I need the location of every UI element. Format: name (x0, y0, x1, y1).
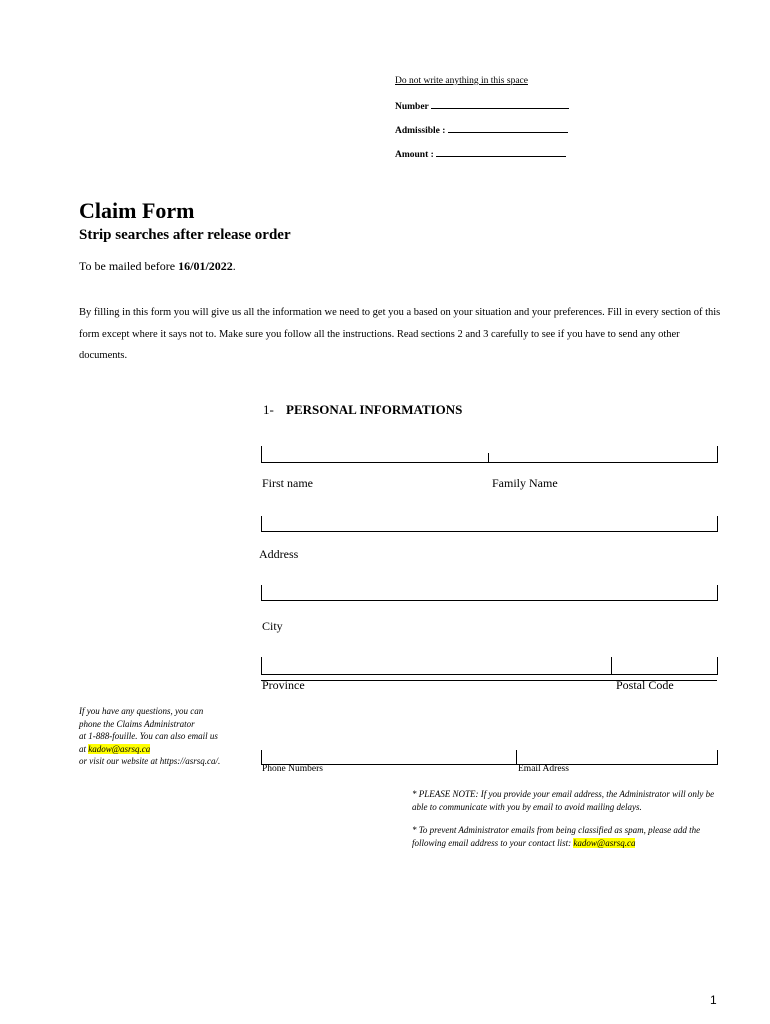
address-field[interactable] (261, 516, 717, 532)
first-name-field[interactable] (261, 446, 262, 463)
city-label: City (262, 619, 283, 633)
province-field[interactable] (261, 657, 262, 675)
address-field-start (261, 516, 262, 532)
office-admissible-label: Admissible : (395, 126, 446, 136)
postal-code-field[interactable] (611, 657, 612, 675)
office-number-blank (431, 100, 569, 109)
family-name-label: Family Name (492, 476, 558, 490)
mail-before-suffix: . (232, 259, 236, 273)
section-title: PERSONAL INFORMATIONS (286, 402, 463, 417)
side-note-line: or visit our website at https://asrsq.ca/. (79, 756, 221, 766)
city-field-end (717, 585, 718, 601)
section-number: 1- (263, 402, 274, 417)
email-address-field[interactable] (516, 750, 517, 765)
office-admissible-line (395, 124, 568, 136)
first-name-label: First name (262, 476, 313, 490)
intro-paragraph: By filling in this form you will give us all the information we need to get you a based on your situation and your preferences. Fill in every section of this form except where it says not to. Make sure you follow all the instructions. Read sections 2 and 3 carefully to see if you have to send any other documents. (79, 307, 721, 361)
office-number-label: Number (395, 102, 429, 112)
name-field-end (717, 446, 718, 463)
office-amount-blank (436, 148, 566, 157)
office-amount-label: Amount : (395, 150, 434, 160)
postal-field-end (717, 657, 718, 675)
office-amount-line (395, 148, 566, 160)
office-number-line (395, 100, 569, 112)
side-note-line: at 1-888-fouille. You can also email us (79, 731, 218, 741)
email-field-end (717, 750, 718, 765)
side-note-line: phone the Claims Administrator (79, 718, 195, 729)
mail-before-date: 16/01/2022 (178, 259, 233, 273)
family-name-field[interactable] (488, 453, 489, 463)
page-title: Claim Form (79, 198, 195, 223)
contact-side-note (79, 705, 249, 768)
province-label: Province (262, 678, 305, 692)
province-postal-field-line (261, 657, 717, 675)
email-note: * PLEASE NOTE: If you provide your email address, the Administrator will only be able to communicate with you by email to avoid mailing delays. (412, 789, 715, 812)
office-use-heading: Do not write anything in this space (395, 76, 528, 86)
mail-before-text (79, 259, 236, 274)
city-field[interactable] (261, 585, 717, 601)
city-field-start (261, 585, 262, 601)
side-note-line (79, 743, 249, 756)
spam-note-email-link[interactable]: kadow@asrsq.ca (573, 838, 636, 848)
side-note-email-link[interactable]: kadow@asrsq.ca (88, 743, 151, 754)
page-subtitle: Strip searches after release order (79, 227, 291, 243)
address-label: Address (259, 547, 299, 561)
mail-before-prefix: To be mailed before (79, 259, 179, 273)
spam-note (412, 824, 727, 850)
name-field-line (261, 446, 717, 463)
side-note-at: at (79, 743, 89, 754)
email-address-label: Email Adress (518, 764, 569, 774)
postal-code-label: Postal Code (616, 678, 674, 692)
phone-numbers-field[interactable] (261, 750, 262, 765)
page-number: 1 (710, 993, 717, 1007)
office-admissible-blank (448, 124, 568, 133)
phone-email-field-line (261, 750, 717, 765)
side-note-line: If you have any questions, you can (79, 706, 204, 716)
address-field-end (717, 516, 718, 532)
spam-note-text: * To prevent Administrator emails from being classified as spam, please add the following email address to your contact list: (412, 825, 701, 848)
phone-numbers-label: Phone Numbers (262, 764, 323, 774)
